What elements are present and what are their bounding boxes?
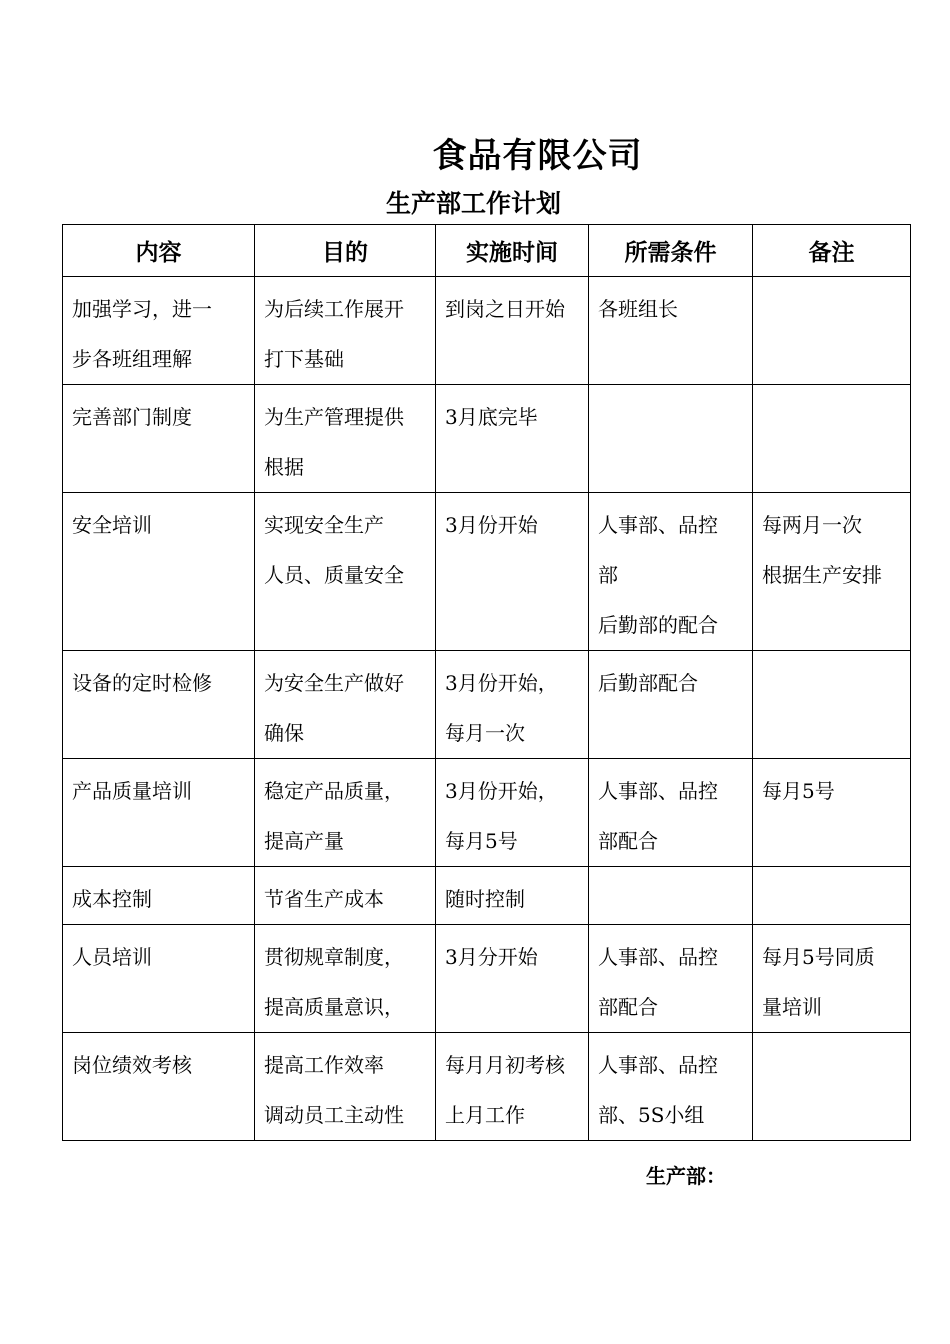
document-subtitle: 生产部工作计划	[386, 189, 562, 218]
cell-text-line: 调动员工主动性	[264, 1103, 404, 1127]
cell-text-line: 节省生产成本	[264, 887, 384, 911]
cell-text-line: 根据生产安排	[762, 563, 882, 587]
company-name: 食品有限公司	[432, 136, 643, 176]
cell-time	[436, 867, 589, 925]
cell-text-line: 后勤部的配合	[598, 613, 718, 637]
cell-purpose	[255, 867, 436, 925]
cell-text-line: 确保	[264, 721, 304, 745]
cell-text-line: 部、5S小组	[598, 1103, 705, 1127]
table-body	[63, 277, 911, 1141]
cell-remarks	[753, 925, 911, 1033]
cell-purpose	[255, 493, 436, 651]
work-plan-table	[62, 224, 911, 1141]
header-purpose: 目的	[255, 225, 436, 277]
cell-content	[63, 385, 255, 493]
cell-content	[63, 651, 255, 759]
cell-text-line: 3月份开始	[445, 513, 538, 537]
cell-purpose	[255, 759, 436, 867]
cell-text-line: 安全培训	[72, 513, 152, 537]
cell-conditions	[589, 493, 753, 651]
cell-content	[63, 867, 255, 925]
cell-remarks	[753, 277, 911, 385]
cell-time	[436, 759, 589, 867]
cell-text-line: 上月工作	[445, 1103, 525, 1127]
table-row	[63, 925, 911, 1033]
cell-purpose	[255, 385, 436, 493]
cell-text-line: 产品质量培训	[72, 779, 192, 803]
cell-text-line: 为安全生产做好	[264, 671, 404, 695]
cell-remarks	[753, 651, 911, 759]
cell-time	[436, 493, 589, 651]
cell-text-line: 后勤部配合	[598, 671, 698, 695]
cell-text-line: 实现安全生产	[264, 513, 384, 537]
cell-conditions	[589, 651, 753, 759]
cell-text-line: 3月分开始	[445, 945, 538, 969]
cell-time	[436, 651, 589, 759]
cell-text-line: 每月5号同质	[762, 945, 875, 969]
cell-remarks	[753, 759, 911, 867]
cell-text-line: 人事部、品控	[598, 945, 718, 969]
cell-conditions	[589, 925, 753, 1033]
cell-text-line: 部配合	[598, 995, 658, 1019]
cell-content	[63, 759, 255, 867]
cell-conditions	[589, 759, 753, 867]
header-remarks: 备注	[753, 225, 911, 277]
cell-purpose	[255, 277, 436, 385]
cell-text-line: 每两月一次	[762, 513, 862, 537]
cell-remarks	[753, 1033, 911, 1141]
table-row	[63, 867, 911, 925]
cell-text-line: 为生产管理提供	[264, 405, 404, 429]
cell-text-line: 根据	[264, 455, 304, 479]
cell-text-line: 岗位绩效考核	[72, 1053, 192, 1077]
header-conditions: 所需条件	[589, 225, 753, 277]
table-row	[63, 277, 911, 385]
cell-content	[63, 925, 255, 1033]
table-header	[63, 225, 911, 277]
header-content: 内容	[63, 225, 255, 277]
department-signature: 生产部：	[646, 1164, 726, 1188]
cell-text-line: 贯彻规章制度，	[264, 945, 404, 969]
cell-text-line: 步各班组理解	[72, 347, 192, 371]
cell-text-line: 每月一次	[445, 721, 525, 745]
cell-text-line: 提高质量意识，	[264, 995, 404, 1019]
cell-text-line: 人事部、品控	[598, 779, 718, 803]
cell-text-line: 3月底完毕	[445, 405, 538, 429]
cell-purpose	[255, 651, 436, 759]
cell-remarks	[753, 385, 911, 493]
cell-text-line: 部配合	[598, 829, 658, 853]
cell-text-line: 人事部、品控	[598, 1053, 718, 1077]
cell-purpose	[255, 925, 436, 1033]
cell-remarks	[753, 867, 911, 925]
cell-text-line: 人员、质量安全	[264, 563, 404, 587]
header-row	[63, 225, 911, 277]
cell-text-line: 加强学习，进一	[72, 297, 212, 321]
cell-text-line: 3月份开始，	[445, 671, 558, 695]
table-row	[63, 759, 911, 867]
cell-text-line: 部	[598, 563, 618, 587]
cell-text-line: 每月月初考核	[445, 1053, 565, 1077]
cell-text-line: 各班组长	[598, 297, 678, 321]
cell-text-line: 打下基础	[264, 347, 344, 371]
cell-text-line: 人事部、品控	[598, 513, 718, 537]
cell-remarks	[753, 493, 911, 651]
cell-conditions	[589, 277, 753, 385]
cell-conditions	[589, 385, 753, 493]
table-row	[63, 493, 911, 651]
cell-text-line: 提高工作效率	[264, 1053, 384, 1077]
cell-text-line: 人员培训	[72, 945, 152, 969]
table-row	[63, 1033, 911, 1141]
header-time: 实施时间	[436, 225, 589, 277]
cell-content	[63, 1033, 255, 1141]
cell-time	[436, 277, 589, 385]
cell-text-line: 随时控制	[445, 887, 525, 911]
cell-text-line: 3月份开始，	[445, 779, 558, 803]
cell-text-line: 每月5号	[445, 829, 518, 853]
cell-text-line: 稳定产品质量，	[264, 779, 404, 803]
cell-text-line: 设备的定时检修	[72, 671, 212, 695]
cell-time	[436, 1033, 589, 1141]
cell-text-line: 提高产量	[264, 829, 344, 853]
cell-time	[436, 385, 589, 493]
cell-purpose	[255, 1033, 436, 1141]
cell-text-line: 到岗之日开始	[445, 297, 565, 321]
cell-text-line: 完善部门制度	[72, 405, 192, 429]
cell-time	[436, 925, 589, 1033]
cell-text-line: 成本控制	[72, 887, 152, 911]
cell-conditions	[589, 1033, 753, 1141]
cell-content	[63, 277, 255, 385]
table-row	[63, 651, 911, 759]
cell-conditions	[589, 867, 753, 925]
cell-content	[63, 493, 255, 651]
cell-text-line: 量培训	[762, 995, 822, 1019]
cell-text-line: 为后续工作展开	[264, 297, 404, 321]
cell-text-line: 每月5号	[762, 779, 835, 803]
table-row	[63, 385, 911, 493]
